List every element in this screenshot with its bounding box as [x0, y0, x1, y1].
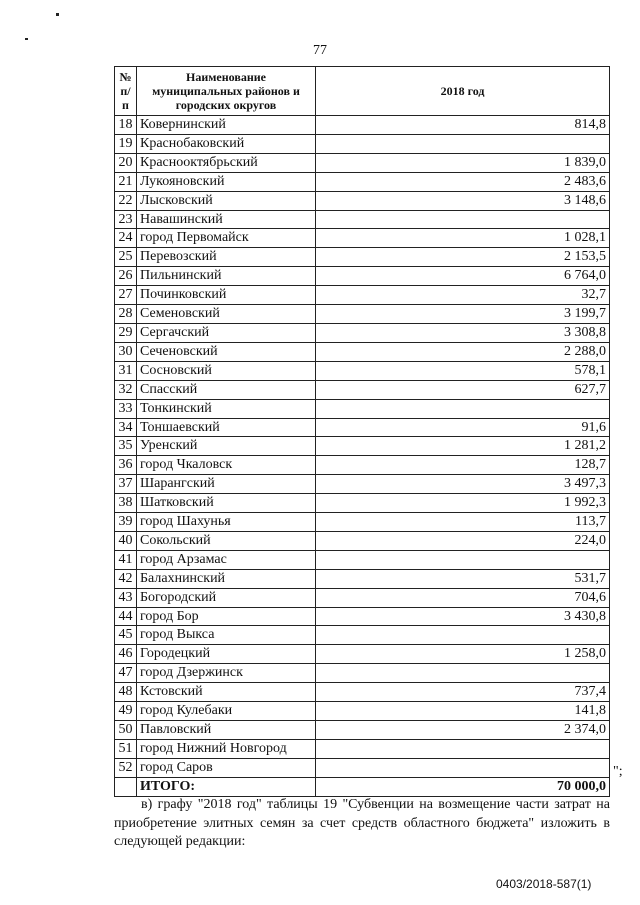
- table-row: [115, 134, 610, 153]
- row-name: Ковернинский: [137, 116, 316, 135]
- row-value: 3 308,8: [316, 323, 610, 342]
- row-number: 40: [115, 531, 137, 550]
- row-number: 30: [115, 342, 137, 361]
- scan-mark: [56, 13, 59, 16]
- row-name: Краснооктябрьский: [137, 153, 316, 172]
- row-value: 531,7: [316, 569, 610, 588]
- row-value: 224,0: [316, 531, 610, 550]
- table-row: [115, 286, 610, 305]
- row-value: 1 992,3: [316, 494, 610, 513]
- row-value: 704,6: [316, 588, 610, 607]
- table-row: [115, 569, 610, 588]
- table-row: [115, 116, 610, 135]
- row-value: 32,7: [316, 286, 610, 305]
- row-number: 42: [115, 569, 137, 588]
- table-row: [115, 645, 610, 664]
- table-row: [115, 248, 610, 267]
- row-name: Городецкий: [137, 645, 316, 664]
- header-year: 2018 год: [316, 67, 610, 116]
- row-name: Навашинский: [137, 210, 316, 229]
- row-number: 27: [115, 286, 137, 305]
- row-value: [316, 399, 610, 418]
- subsidy-table: [114, 66, 610, 797]
- document-code: 0403/2018-587(1): [496, 877, 592, 891]
- table-row: [115, 664, 610, 683]
- row-name: Шатковский: [137, 494, 316, 513]
- table-row: [115, 475, 610, 494]
- row-number: 25: [115, 248, 137, 267]
- row-value: [316, 550, 610, 569]
- row-number: 18: [115, 116, 137, 135]
- row-number: 37: [115, 475, 137, 494]
- table-header-row: [115, 67, 610, 116]
- row-number: 21: [115, 172, 137, 191]
- total-num-cell: [115, 777, 137, 796]
- table-row: [115, 531, 610, 550]
- table-row: [115, 399, 610, 418]
- table-row: [115, 702, 610, 721]
- row-value: 2 483,6: [316, 172, 610, 191]
- row-number: 29: [115, 323, 137, 342]
- table-row: [115, 229, 610, 248]
- table-row: [115, 550, 610, 569]
- row-name: город Чкаловск: [137, 456, 316, 475]
- row-number: 36: [115, 456, 137, 475]
- row-value: 578,1: [316, 361, 610, 380]
- table-row: [115, 210, 610, 229]
- row-name: Богородский: [137, 588, 316, 607]
- row-value: 3 148,6: [316, 191, 610, 210]
- table-row: [115, 342, 610, 361]
- row-name: Тонкинский: [137, 399, 316, 418]
- row-number: 41: [115, 550, 137, 569]
- scan-mark: [25, 38, 28, 40]
- row-number: 48: [115, 683, 137, 702]
- row-value: 627,7: [316, 380, 610, 399]
- table-row: [115, 683, 610, 702]
- row-name: город Первомайск: [137, 229, 316, 248]
- amendment-paragraph: в) графу "2018 год" таблицы 19 "Субвенции на возмещение части затрат на приобретение элитных семян за счет средств областного бюджета" изложить в следующей редакции:: [114, 797, 610, 849]
- row-value: 814,8: [316, 116, 610, 135]
- row-name: Семеновский: [137, 305, 316, 324]
- header-num: № п/п: [115, 67, 137, 116]
- row-name: Лукояновский: [137, 172, 316, 191]
- table-row: [115, 721, 610, 740]
- row-value: [316, 210, 610, 229]
- row-name: Лысковский: [137, 191, 316, 210]
- row-value: 3 199,7: [316, 305, 610, 324]
- row-name: Павловский: [137, 721, 316, 740]
- table-row: [115, 172, 610, 191]
- row-number: 45: [115, 626, 137, 645]
- row-value: 91,6: [316, 418, 610, 437]
- row-number: 51: [115, 739, 137, 758]
- row-name: Тоншаевский: [137, 418, 316, 437]
- row-name: город Бор: [137, 607, 316, 626]
- row-name: Балахнинский: [137, 569, 316, 588]
- row-value: 2 153,5: [316, 248, 610, 267]
- table-body: [115, 116, 610, 797]
- table-row: [115, 380, 610, 399]
- total-value: 70 000,0: [316, 777, 610, 796]
- row-name: Сеченовский: [137, 342, 316, 361]
- row-name: город Шахунья: [137, 513, 316, 532]
- row-name: город Саров: [137, 758, 316, 777]
- row-value: 3 430,8: [316, 607, 610, 626]
- table-row: [115, 305, 610, 324]
- row-number: 44: [115, 607, 137, 626]
- row-name: Пильнинский: [137, 267, 316, 286]
- row-number: 34: [115, 418, 137, 437]
- row-name: Перевозский: [137, 248, 316, 267]
- closing-mark: ";: [613, 764, 623, 779]
- row-name: Краснобаковский: [137, 134, 316, 153]
- total-label: ИТОГО:: [137, 777, 316, 796]
- row-value: 1 281,2: [316, 437, 610, 456]
- table-row: [115, 153, 610, 172]
- row-name: Спасский: [137, 380, 316, 399]
- header-name: Наименование муниципальных районов и городских округов: [137, 67, 316, 116]
- table-row: [115, 267, 610, 286]
- page-number: 77: [313, 43, 327, 58]
- row-number: 49: [115, 702, 137, 721]
- row-number: 38: [115, 494, 137, 513]
- row-name: Починковский: [137, 286, 316, 305]
- row-value: [316, 134, 610, 153]
- table-row: [115, 494, 610, 513]
- row-value: 6 764,0: [316, 267, 610, 286]
- table-row: [115, 323, 610, 342]
- row-value: 2 374,0: [316, 721, 610, 740]
- row-value: 1 839,0: [316, 153, 610, 172]
- row-number: 46: [115, 645, 137, 664]
- row-name: Сосновский: [137, 361, 316, 380]
- row-name: город Выкса: [137, 626, 316, 645]
- row-value: [316, 739, 610, 758]
- row-number: 43: [115, 588, 137, 607]
- row-name: Уренский: [137, 437, 316, 456]
- table-row: [115, 191, 610, 210]
- row-number: 39: [115, 513, 137, 532]
- row-name: город Кулебаки: [137, 702, 316, 721]
- total-row: [115, 777, 610, 796]
- row-name: Сергачский: [137, 323, 316, 342]
- row-number: 20: [115, 153, 137, 172]
- row-number: 26: [115, 267, 137, 286]
- table-row: [115, 437, 610, 456]
- row-value: 737,4: [316, 683, 610, 702]
- row-number: 19: [115, 134, 137, 153]
- row-number: 52: [115, 758, 137, 777]
- row-value: 1 258,0: [316, 645, 610, 664]
- row-value: [316, 758, 610, 777]
- table-row: [115, 607, 610, 626]
- row-value: 2 288,0: [316, 342, 610, 361]
- row-value: [316, 664, 610, 683]
- table-row: [115, 513, 610, 532]
- row-name: город Дзержинск: [137, 664, 316, 683]
- row-number: 33: [115, 399, 137, 418]
- row-number: 24: [115, 229, 137, 248]
- table-row: [115, 456, 610, 475]
- row-name: город Нижний Новгород: [137, 739, 316, 758]
- row-name: Сокольский: [137, 531, 316, 550]
- table-row: [115, 739, 610, 758]
- row-value: [316, 626, 610, 645]
- row-value: 128,7: [316, 456, 610, 475]
- row-name: Шарангский: [137, 475, 316, 494]
- row-number: 47: [115, 664, 137, 683]
- row-value: 1 028,1: [316, 229, 610, 248]
- row-number: 23: [115, 210, 137, 229]
- row-name: Кстовский: [137, 683, 316, 702]
- row-number: 22: [115, 191, 137, 210]
- table-row: [115, 758, 610, 777]
- table-row: [115, 361, 610, 380]
- row-number: 31: [115, 361, 137, 380]
- table-row: [115, 418, 610, 437]
- row-number: 28: [115, 305, 137, 324]
- row-value: 113,7: [316, 513, 610, 532]
- row-number: 50: [115, 721, 137, 740]
- row-value: 141,8: [316, 702, 610, 721]
- row-number: 35: [115, 437, 137, 456]
- table-row: [115, 626, 610, 645]
- row-value: 3 497,3: [316, 475, 610, 494]
- row-number: 32: [115, 380, 137, 399]
- table-row: [115, 588, 610, 607]
- row-name: город Арзамас: [137, 550, 316, 569]
